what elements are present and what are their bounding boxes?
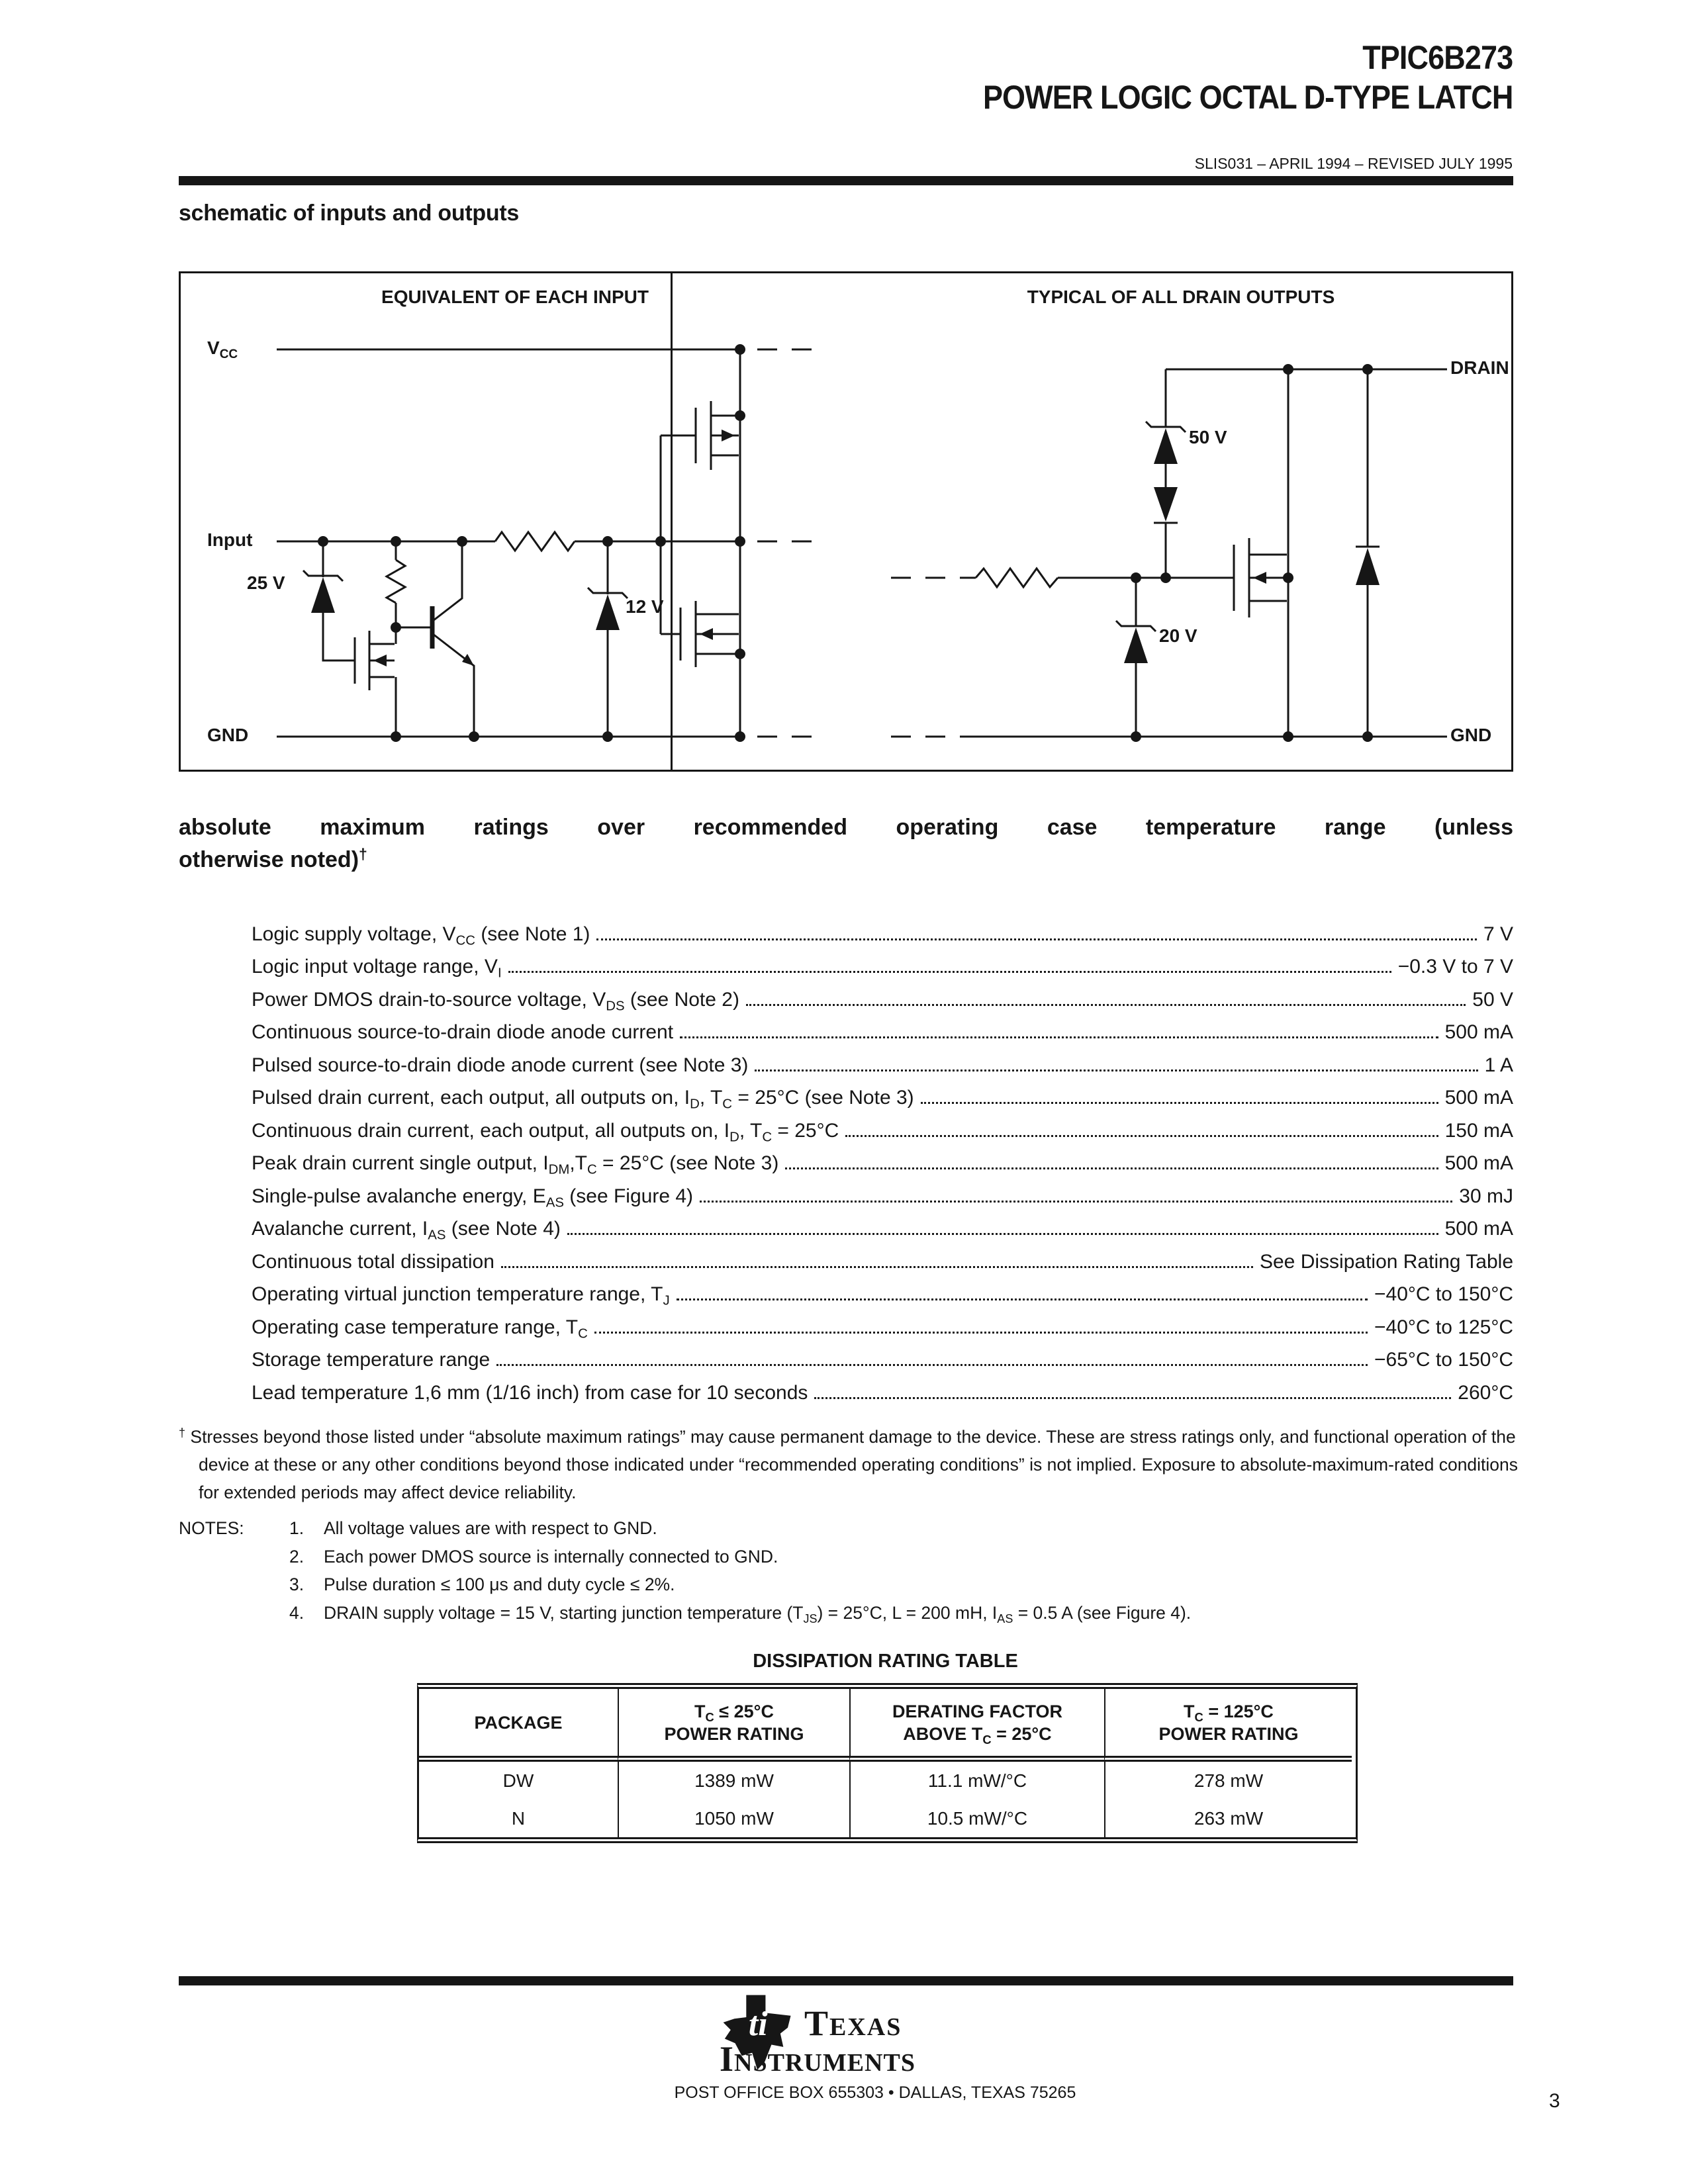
dot-leader (680, 1036, 1438, 1038)
input-series-resistor (495, 532, 575, 551)
zener-12v-label: 12 V (626, 596, 664, 617)
rating-row (179, 950, 1513, 983)
dot-leader (814, 1397, 1451, 1399)
rating-row (179, 1376, 1513, 1409)
page-title: POWER LOGIC OCTAL D-TYPE LATCH (982, 79, 1513, 116)
rating-value: 50 V (1472, 988, 1513, 1011)
header-rule (179, 176, 1513, 185)
column-header-power-25: $T_C \le 25^\circ C$ POWER RATING (618, 1689, 849, 1762)
drain-output-schematic (865, 303, 1493, 766)
note-item (179, 1543, 1516, 1571)
rating-label: Storage temperature range (252, 1349, 491, 1371)
power-dmos-transistor (1234, 369, 1288, 737)
rating-row (179, 983, 1513, 1016)
rating-row (179, 1343, 1513, 1377)
note-item (179, 1570, 1516, 1599)
stress-ratings-footnote: † Stresses beyond those listed under “absolute maximum ratings” may cause permanent damage to the device. These are stress ratings only, and functional operation of the device at these or any other conditions beyond those indicated under “recommended operating conditions” is not implied. Exposure to absolute-maximum-rated conditions for extended periods may affect device reliability. (179, 1426, 1519, 1502)
rating-row (179, 1245, 1513, 1278)
rating-label: Pulsed source-to-drain diode anode current (see Note 3) (252, 1054, 749, 1076)
footer-address: POST OFFICE BOX 655303 • DALLAS, TEXAS 75265 (674, 2083, 1076, 2102)
rating-row (179, 1114, 1513, 1147)
drain-label: DRAIN (1450, 357, 1509, 378)
dot-leader (677, 1298, 1368, 1300)
rating-row (179, 1147, 1513, 1180)
part-number: TPIC6B273 (1362, 39, 1513, 76)
rating-value: 500 mA (1444, 1218, 1513, 1240)
note-number: 4. (289, 1602, 305, 1623)
rating-label: Single-pulse avalanche energy, $E_{AS}$ (see Figure 4) (252, 1185, 694, 1210)
dot-leader (921, 1102, 1438, 1104)
ratings-heading-line1: absolute maximum ratings over recommended operating case temperature range (unless (179, 815, 1513, 840)
schematic-section-heading: schematic of inputs and outputs (179, 201, 519, 226)
table-cell-package: N (511, 1807, 526, 1829)
rating-value: 30 mJ (1459, 1185, 1513, 1207)
nmos-transistor (661, 601, 739, 667)
note-text: Pulse duration ≤ 100 μs and duty cycle ≤ 2%. (324, 1574, 675, 1594)
rating-value: −0.3 V to 7 V (1397, 956, 1513, 978)
table-cell-power-125: 263 mW (1104, 1799, 1352, 1837)
rating-row (179, 1212, 1513, 1246)
rating-value: 1 A (1484, 1054, 1513, 1076)
ratings-list (179, 917, 1513, 1409)
rating-label: Operating case temperature range, $T_C$ (252, 1316, 588, 1342)
dot-leader (596, 938, 1477, 940)
rating-value: 500 mA (1444, 1087, 1513, 1109)
dot-leader (496, 1364, 1368, 1366)
note-number: 1. (289, 1518, 305, 1538)
column-header-derating: DERATING FACTOR ABOVE $T_C = 25^\circ C$ (849, 1689, 1104, 1762)
note-number: 3. (289, 1574, 305, 1594)
rating-value: 260°C (1458, 1381, 1513, 1404)
bias-resistor (387, 541, 405, 627)
gnd-label: GND (207, 725, 249, 745)
input-label: Input (207, 529, 253, 550)
input-equivalent-panel (181, 273, 849, 770)
zener-20v-label: 20 V (1159, 625, 1197, 646)
rating-value: 500 mA (1444, 1152, 1513, 1174)
rating-row (179, 917, 1513, 950)
input-equivalent-schematic (197, 303, 833, 766)
rating-label: Logic supply voltage, $V_{CC}$ (see Note 1) (252, 923, 590, 948)
body-diode (1356, 369, 1380, 737)
blocking-diode (1154, 465, 1178, 578)
rating-value: See Dissipation Rating Table (1259, 1250, 1513, 1273)
vcc-label: $V_{CC}$ (207, 338, 238, 362)
document-revision-line: SLIS031 – APRIL 1994 – REVISED JULY 1995 (1194, 155, 1513, 172)
gate-series-resistor (976, 569, 1058, 587)
rating-label: Power DMOS drain-to-source voltage, $V_{DS}$ (see Note 2) (252, 988, 739, 1014)
rating-label: Pulsed drain current, each output, all outputs on, $I_D$, $T_C = 25^\circ C$ (see Note 3) (252, 1087, 914, 1112)
rating-label: Continuous source-to-drain diode anode current (252, 1021, 674, 1043)
zener-25v-label: 25 V (247, 572, 285, 593)
table-cell-power-125: 278 mW (1104, 1762, 1352, 1799)
rating-value: −40°C to 150°C (1374, 1283, 1513, 1305)
note-text: Each power DMOS source is internally connected to GND. (324, 1546, 778, 1567)
rating-value: 7 V (1483, 923, 1513, 945)
zener-diode-50v (1146, 369, 1186, 465)
rating-value: −40°C to 125°C (1374, 1316, 1513, 1338)
footer-rule (179, 1976, 1513, 1985)
rating-row (179, 1048, 1513, 1081)
table-cell-derating: 10.5 mW/°C (849, 1799, 1104, 1837)
zener-diode-25v (303, 541, 348, 660)
rating-label: Avalanche current, $I_{AS}$ (see Note 4) (252, 1218, 561, 1243)
rating-label: Peak drain current single output, $I_{DM},T_C = 25^\circ C$ (see Note 3) (252, 1152, 779, 1177)
rating-row (179, 1179, 1513, 1212)
dissipation-table-title: DISSIPATION RATING TABLE (753, 1651, 1018, 1672)
dot-leader (700, 1201, 1452, 1203)
rating-label: Continuous drain current, each output, all outputs on, $I_D$, $T_C = 25^\circ C$ (252, 1119, 839, 1145)
brand-texas: Texas (804, 2003, 902, 2043)
page-number: 3 (1549, 2090, 1560, 2112)
rating-label: Logic input voltage range, $V_I$ (252, 956, 502, 981)
table-cell-package: DW (502, 1770, 534, 1791)
rating-label: Lead temperature 1,6 mm (1/16 inch) from case for 10 seconds (252, 1381, 808, 1404)
dot-leader (785, 1167, 1438, 1169)
pmos-transistor (661, 401, 739, 470)
rating-value: 500 mA (1444, 1021, 1513, 1043)
zener-50v-label: 50 V (1189, 427, 1227, 447)
esd-nmos-transistor (348, 629, 396, 737)
rating-row (179, 1310, 1513, 1343)
svg-text:ti: ti (748, 2005, 768, 2043)
note-text: DRAIN supply voltage = 15 V, starting junction temperature $(T_{JS}) = 25^\circ C$, L = 200 mH, $I_{AS} = 0.5$ A (see Figure 4). (324, 1602, 1192, 1625)
dot-leader (508, 971, 1391, 973)
dot-leader (845, 1135, 1438, 1137)
npn-transistor (396, 541, 474, 737)
dot-leader (746, 1004, 1466, 1006)
rating-row (179, 1278, 1513, 1311)
ratings-heading-line2: otherwise noted)† (179, 845, 367, 872)
zener-diode-20v (1116, 578, 1156, 737)
output-panel-title: TYPICAL OF ALL DRAIN OUTPUTS (1027, 287, 1335, 307)
rating-row (179, 1081, 1513, 1115)
rating-label: Continuous total dissipation (252, 1250, 494, 1273)
note-item (179, 1514, 1516, 1543)
rating-value: −65°C to 150°C (1374, 1349, 1513, 1371)
column-header-package: PACKAGE (419, 1689, 618, 1762)
note-item (179, 1599, 1516, 1627)
rating-row (179, 1016, 1513, 1049)
ti-brand-block (720, 1993, 1031, 2083)
zener-diode-12v (588, 541, 628, 737)
column-header-power-125: $T_C = 125^\circ C$ POWER RATING (1104, 1689, 1352, 1762)
drain-output-panel (851, 273, 1511, 770)
rating-value: 150 mA (1444, 1119, 1513, 1142)
dot-leader (501, 1266, 1253, 1268)
note-text: All voltage values are with respect to GND. (324, 1518, 657, 1538)
table-cell-derating: 11.1 mW/°C (849, 1762, 1104, 1799)
notes-label: NOTES: (179, 1518, 244, 1538)
dot-leader (594, 1332, 1368, 1334)
table-cell-power-25: 1389 mW (618, 1762, 849, 1799)
note-number: 2. (289, 1546, 305, 1567)
rating-label: Operating virtual junction temperature range, $T_J$ (252, 1283, 670, 1308)
notes-block (179, 1514, 1516, 1627)
output-gnd-label: GND (1450, 725, 1492, 745)
dot-leader (755, 1069, 1477, 1071)
brand-instruments: Instruments (720, 2039, 915, 2079)
input-panel-title: EQUIVALENT OF EACH INPUT (381, 287, 649, 307)
table-cell-power-25: 1050 mW (618, 1799, 849, 1837)
dissipation-rating-table (417, 1683, 1358, 1843)
dot-leader (567, 1233, 1438, 1235)
